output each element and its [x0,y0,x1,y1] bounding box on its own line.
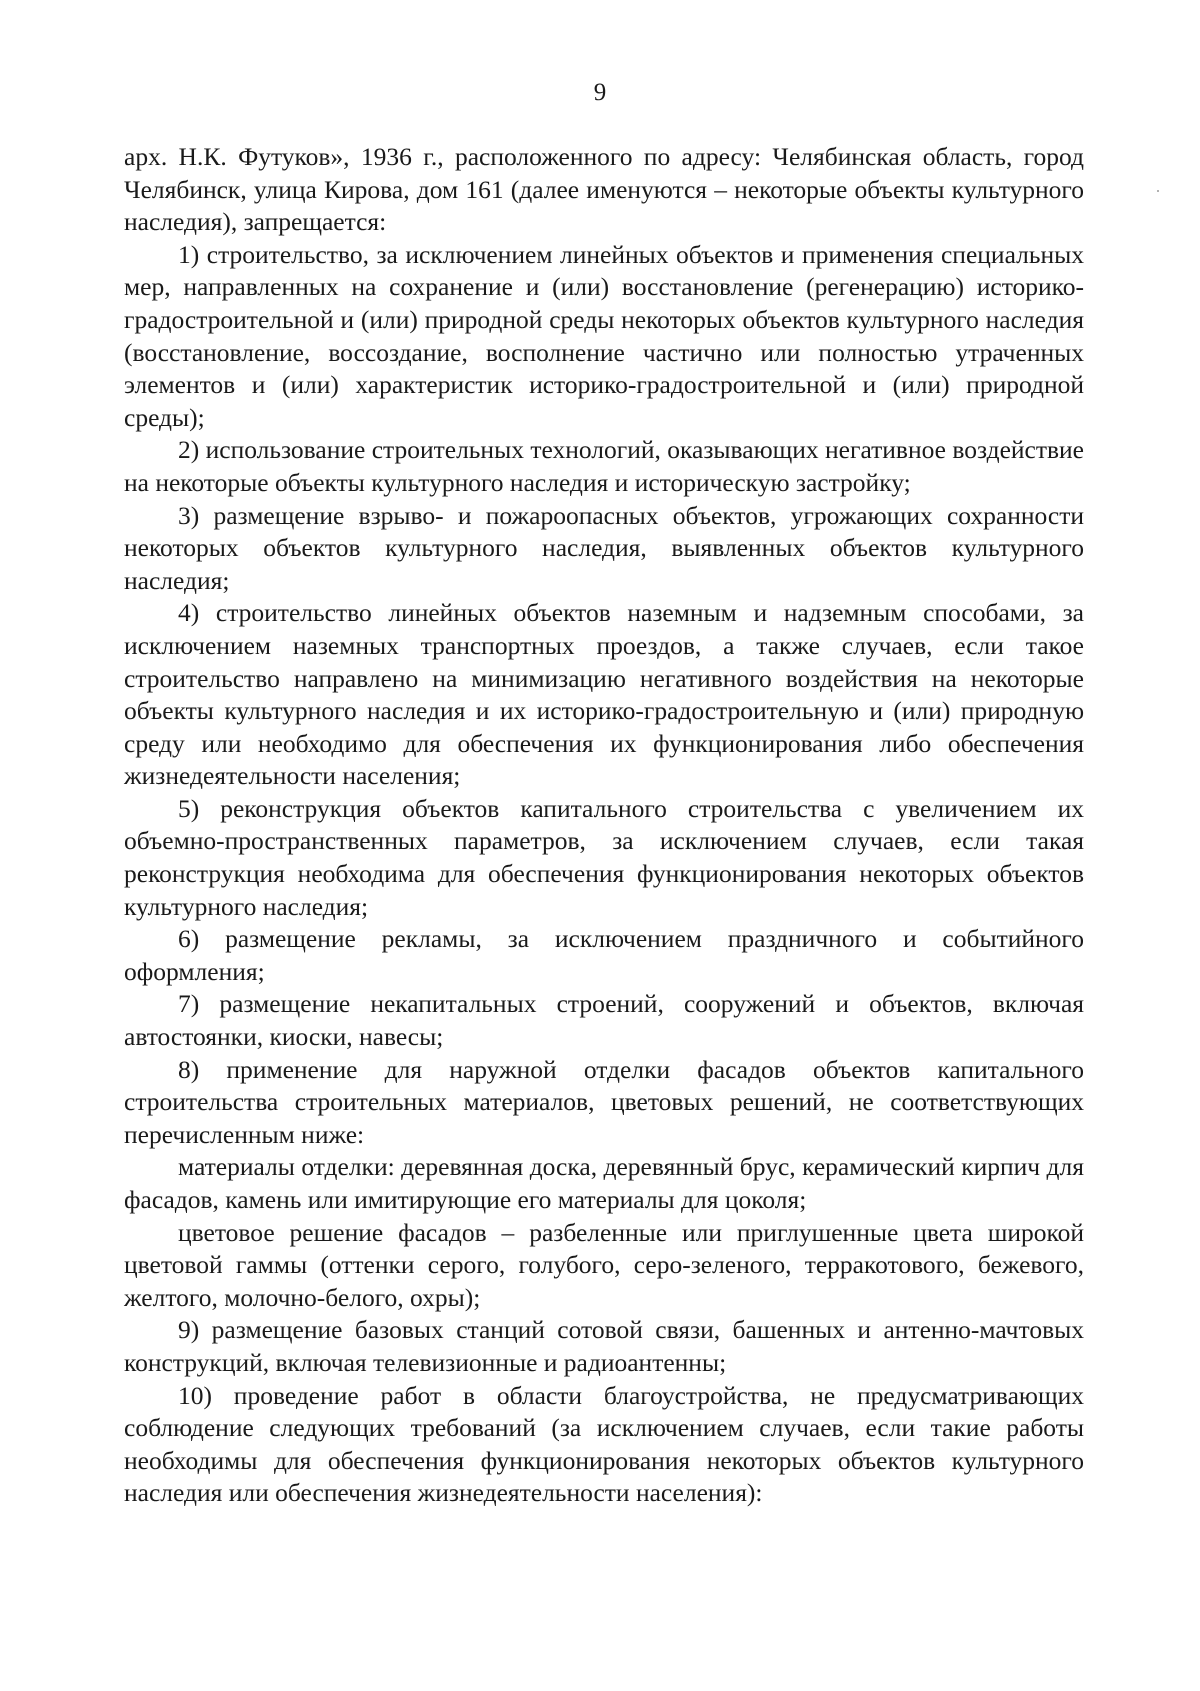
item-1-construction: 1) строительство, за исключением линейных объектов и применения специальных мер, направленных на сохранение и (или) восстановление (регенерацию) историко-градостроительной и (или) природной среды некоторых объектов культурного наследия (восстановление, воссоздание, восполнение частично или полностью утраченных элементов и (или) характеристик историко-градостроительной и (или) природной среды); [124,239,1084,432]
item-2-technologies: 2) использование строительных технологий, оказывающих негативное воздействие на некоторые объекты культурного наследия и историческую застройку; [124,435,1084,497]
item-8-facade-finishing: 8) применение для наружной отделки фасадов объектов капитального строительства строительных материалов, цветовых решений, не соответствующих перечисленным ниже: [124,1054,1084,1149]
item-10-landscaping: 10) проведение работ в области благоустройства, не предусматривающих соблюдение следующих требований (за исключением случаев, если такие работы необходимы для обеспечения функционирования некоторых объектов культурного наследия или обеспечения жизнедеятельности населения): [124,1380,1084,1508]
item-6-advertising: 6) размещение рекламы, за исключением праздничного и событийного оформления; [124,924,1084,986]
intro-paragraph: арх. Н.К. Футуков», 1936 г., расположенного по адресу: Челябинская область, город Челябинск, улица Кирова, дом 161 (далее именуются – некоторые объекты культурного наследия), запрещается: [124,142,1084,237]
item-5-reconstruction: 5) реконструкция объектов капитального строительства с увеличением их объемно-пространственных параметров, за исключением случаев, если такая реконструкция необходима для обеспечения функционирования некоторых объектов культурного наследия; [124,793,1084,921]
scan-speck [1157,190,1159,192]
facade-colors-paragraph: цветовое решение фасадов – разбеленные или приглушенные цвета широкой цветовой гаммы (оттенки серого, голубого, серо-зеленого, терракотового, бежевого, желтого, молочно-белого, охры); [124,1217,1084,1312]
finishing-materials-paragraph: материалы отделки: деревянная доска, деревянный брус, керамический кирпич для фасадов, камень или имитирующие его материалы для цоколя; [124,1152,1084,1214]
document-body [124,141,1084,1510]
item-3-hazardous-objects: 3) размещение взрыво- и пожароопасных объектов, угрожающих сохранности некоторых объектов культурного наследия, выявленных объектов культурного наследия; [124,500,1084,595]
page-number: 9 [593,79,607,106]
item-4-linear-objects: 4) строительство линейных объектов наземным и надземным способами, за исключением наземных транспортных проездов, а также случаев, если такое строительство направлено на минимизацию негативного воздействия на некоторые объекты культурного наследия и их историко-градостроительную и (или) природную среду или необходимо для обеспечения их функционирования либо обеспечения жизнедеятельности населения; [124,598,1084,791]
item-9-base-stations: 9) размещение базовых станций сотовой связи, башенных и антенно-мачтовых конструкций, включая телевизионные и радиоантенны; [124,1315,1084,1377]
item-7-temporary-structures: 7) размещение некапитальных строений, сооружений и объектов, включая автостоянки, киоски, навесы; [124,989,1084,1052]
